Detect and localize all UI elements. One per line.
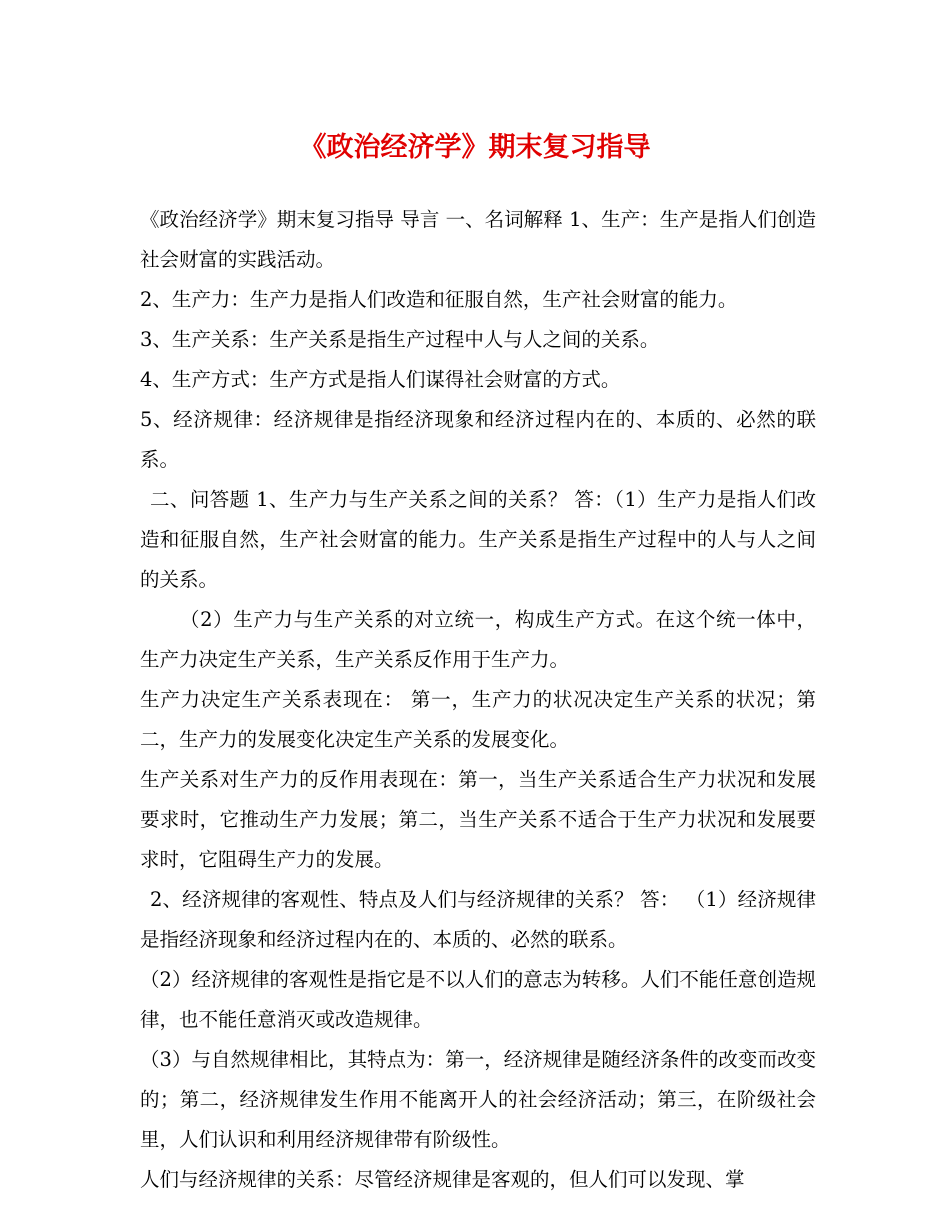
paragraph-definition-economic-law: 5、经济规律：经济规律是指经济现象和经济过程内在的、本质的、必然的联系。 [140,408,816,471]
document-title: 《政治经济学》期末复习指导 [299,132,651,163]
paragraph-question-1-part-2: （2）生产力与生产关系的对立统一，构成生产方式。在这个统一体中，生产力决定生产关系，生产关系反作用于生产力。 [140,608,816,671]
paragraph-question-2-part-3: （3）与自然规律相比，其特点为：第一，经济规律是随经济条件的改变而改变的；第二，经济规律发生作用不能离开人的社会经济活动；第三，在阶级社会里，人们认识和利用经济规律带有阶级性。 [140,1048,816,1151]
paragraph-relations-react-on-forces: 生产关系对生产力的反作用表现在：第一，当生产关系适合生产力状况和发展要求时，它推动生产力发展；第二，当生产关系不适合于生产力状况和发展要求时，它阻碍生产力的发展。 [140,768,816,871]
paragraph-forces-determine-relations: 生产力决定生产关系表现在： 第一，生产力的状况决定生产关系的状况；第二，生产力的发展变化决定生产关系的发展变化。 [140,688,816,751]
paragraph-question-2-part-2: （2）经济规律的客观性是指它是不以人们的意志为转移。人们不能任意创造规律，也不能任意消灭或改造规律。 [140,968,816,1031]
document-body [140,200,816,1200]
paragraph-people-and-economic-law: 人们与经济规律的关系：尽管经济规律是客观的，但人们可以发现、掌 [140,1168,745,1191]
paragraph-definition-mode-of-production: 4、生产方式：生产方式是指人们谋得社会财富的方式。 [140,368,621,391]
paragraph-question-2: 2、经济规律的客观性、特点及人们与经济规律的关系？ 答： （1）经济规律是指经济现象和经济过程内在的、本质的、必然的联系。 [140,888,816,951]
paragraph-definition-productive-forces: 2、生产力：生产力是指人们改造和征服自然，生产社会财富的能力。 [140,288,738,311]
paragraph-definition-relations-of-production: 3、生产关系：生产关系是指生产过程中人与人之间的关系。 [140,328,660,351]
paragraph-intro-definition-production: 《政治经济学》期末复习指导 导言 一、名词解释 1、生产：生产是指人们创造社会财富的实践活动。 [140,208,816,271]
paragraph-question-1: 二、问答题 1、生产力与生产关系之间的关系？ 答：（1）生产力是指人们改造和征服自然，生产社会财富的能力。生产关系是指生产过程中的人与人之间的关系。 [140,488,816,591]
